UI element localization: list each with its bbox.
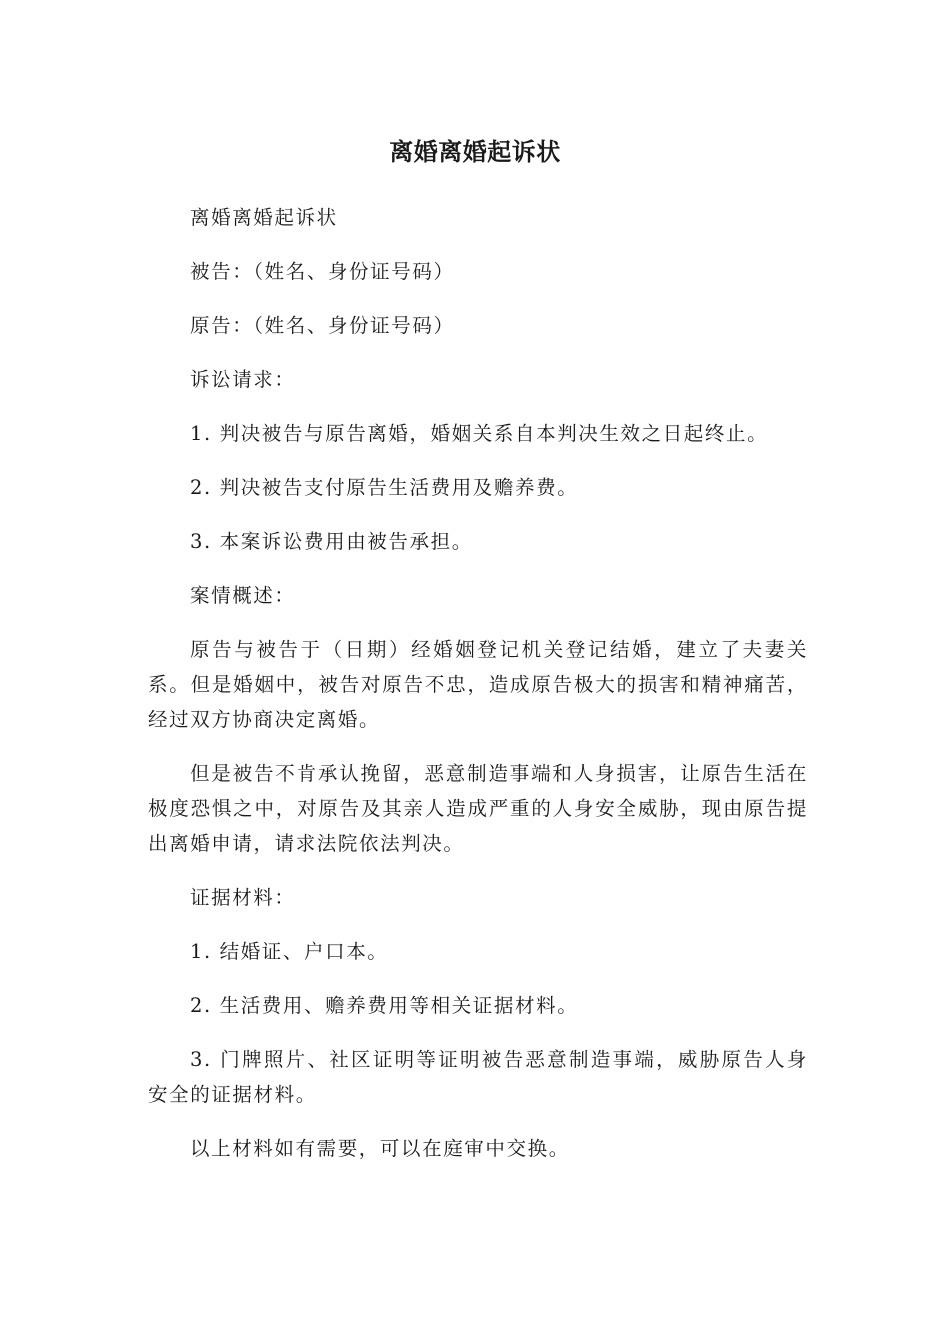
case-summary-heading: 案情概述： [190,584,296,607]
plaintiff-line: 原告：（姓名、身份证号码） [190,314,455,337]
evidence-item-3: 3. 门牌照片、社区证明等证明被告恶意制造事端，威胁原告人身安全的证据材料。 [148,1048,808,1106]
claim-item-3: 3. 本案诉讼费用由被告承担。 [190,530,473,553]
claim-item-1: 1. 判决被告与原告离婚，婚姻关系自本判决生效之日起终止。 [190,422,769,445]
closing-paragraph: 以上材料如有需要，可以在庭审中交换。 [190,1137,570,1160]
claims-heading: 诉讼请求： [190,368,296,391]
defendant-line: 被告：（姓名、身份证号码） [190,260,455,283]
evidence-item-2: 2. 生活费用、赡养费用等相关证据材料。 [190,994,579,1017]
document-body [148,200,808,1185]
case-summary-paragraph-1: 原告与被告于（日期）经婚姻登记机关登记结婚，建立了夫妻关系。但是婚姻中，被告对原告不忠，造成原告极大的损害和精神痛苦，经过双方协商决定离婚。 [148,638,808,731]
evidence-heading: 证据材料： [190,886,296,909]
subtitle-paragraph: 离婚离婚起诉状 [190,206,338,229]
claim-item-2: 2. 判决被告支付原告生活费用及赡养费。 [190,476,579,499]
case-summary-paragraph-2: 但是被告不肯承认挽留，恶意制造事端和人身损害，让原告生活在极度恐惧之中，对原告及其亲人造成严重的人身安全威胁，现由原告提出离婚申请，请求法院依法判决。 [148,762,808,855]
evidence-item-1: 1. 结婚证、户口本。 [190,940,389,963]
document-title: 离婚离婚起诉状 [389,138,561,166]
